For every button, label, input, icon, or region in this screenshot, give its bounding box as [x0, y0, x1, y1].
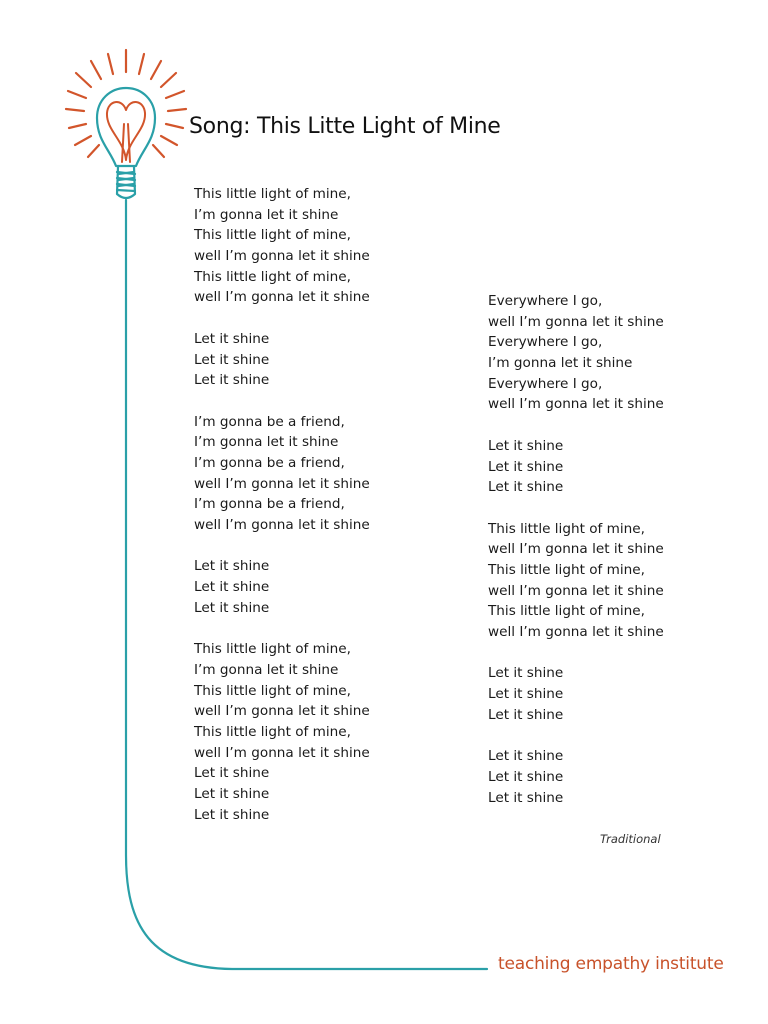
lyric-line: This little light of mine,	[194, 186, 351, 202]
lyric-line: Everywhere I go,	[488, 375, 603, 392]
lyric-line: well I’m gonna let it shine	[488, 396, 664, 413]
lyric-line: This little light of mine,	[194, 682, 351, 699]
lyric-line: well I’m gonna let it shine	[194, 475, 370, 492]
lyric-line: well I’m gonna let it shine	[488, 313, 664, 330]
lyric-line: well I’m gonna let it shine	[488, 624, 664, 640]
lyric-line: well I’m gonna let it shine	[194, 248, 370, 265]
lyric-line: well I’m gonna let it shine	[488, 582, 664, 599]
lyric-line: Let it shine	[488, 458, 564, 475]
lyric-line: Let it shine	[194, 372, 270, 389]
lyric-line: This little light of mine,	[194, 723, 351, 740]
lyric-line: I’m gonna be a friend,	[194, 454, 345, 471]
lyric-line: well I’m gonna let it shine	[194, 517, 370, 533]
lyric-line: I’m gonna let it shine	[194, 206, 339, 223]
lyric-stanza	[194, 329, 370, 391]
lyrics-right-column	[488, 291, 664, 808]
lyric-line: Let it shine	[194, 579, 270, 596]
lyric-line: Let it shine	[194, 351, 270, 368]
lyric-line: well I’m gonna let it shine	[194, 289, 370, 306]
lyric-line: Everywhere I go,	[488, 293, 603, 309]
lyric-line: I’m gonna be a friend,	[194, 413, 345, 430]
lyric-stanza	[488, 291, 664, 415]
light-rays	[66, 50, 186, 157]
lyric-line: Let it shine	[488, 768, 564, 785]
lyric-line: Let it shine	[488, 789, 564, 806]
page-title: Song: This Litte Light of Mine	[189, 114, 501, 139]
lyric-line: Let it shine	[194, 785, 270, 802]
lyric-line: This little light of mine,	[194, 227, 351, 244]
heart-filament	[107, 102, 145, 162]
song-credit: Traditional	[600, 832, 661, 846]
lyric-stanza	[488, 519, 664, 643]
lyric-stanza	[488, 746, 664, 808]
lyric-line: Let it shine	[194, 765, 270, 782]
lyric-line: I’m gonna let it shine	[488, 355, 633, 372]
lyric-stanza	[488, 663, 664, 725]
lyric-line: Let it shine	[488, 706, 564, 723]
lyric-line: This little light of mine,	[194, 268, 351, 285]
lyric-line: Let it shine	[194, 330, 270, 347]
lyric-line: I’m gonna let it shine	[194, 661, 339, 678]
lyric-line: This little light of mine,	[488, 603, 645, 620]
lyric-line: Everywhere I go,	[488, 334, 603, 351]
lyric-line: I’m gonna be a friend,	[194, 496, 345, 513]
lyric-line: Let it shine	[488, 748, 564, 765]
lyric-stanza	[194, 412, 370, 536]
lyric-line: well I’m gonna let it shine	[194, 703, 370, 720]
lyric-line: Let it shine	[194, 806, 270, 823]
lyric-stanza	[194, 639, 370, 825]
lyric-line: Let it shine	[194, 599, 270, 616]
lyric-line: This little light of mine,	[488, 520, 645, 537]
lyric-line: Let it shine	[488, 479, 564, 496]
lyric-line: This little light of mine,	[194, 641, 351, 658]
lyric-line: Let it shine	[488, 437, 564, 454]
lyric-line: Let it shine	[488, 686, 564, 703]
lyrics-left-column	[194, 184, 370, 825]
lyric-line: well I’m gonna let it shine	[488, 541, 664, 558]
lyric-line: Let it shine	[488, 665, 564, 682]
lyric-line: well I’m gonna let it shine	[194, 744, 370, 761]
lyric-line: Let it shine	[194, 558, 270, 575]
brand-wordmark: teaching empathy institute	[498, 954, 724, 974]
lyric-line: This little light of mine,	[488, 561, 645, 578]
lyric-stanza	[488, 436, 664, 498]
lyric-line: I’m gonna let it shine	[194, 434, 339, 451]
lyric-stanza	[194, 556, 370, 618]
lyric-stanza	[194, 184, 370, 308]
